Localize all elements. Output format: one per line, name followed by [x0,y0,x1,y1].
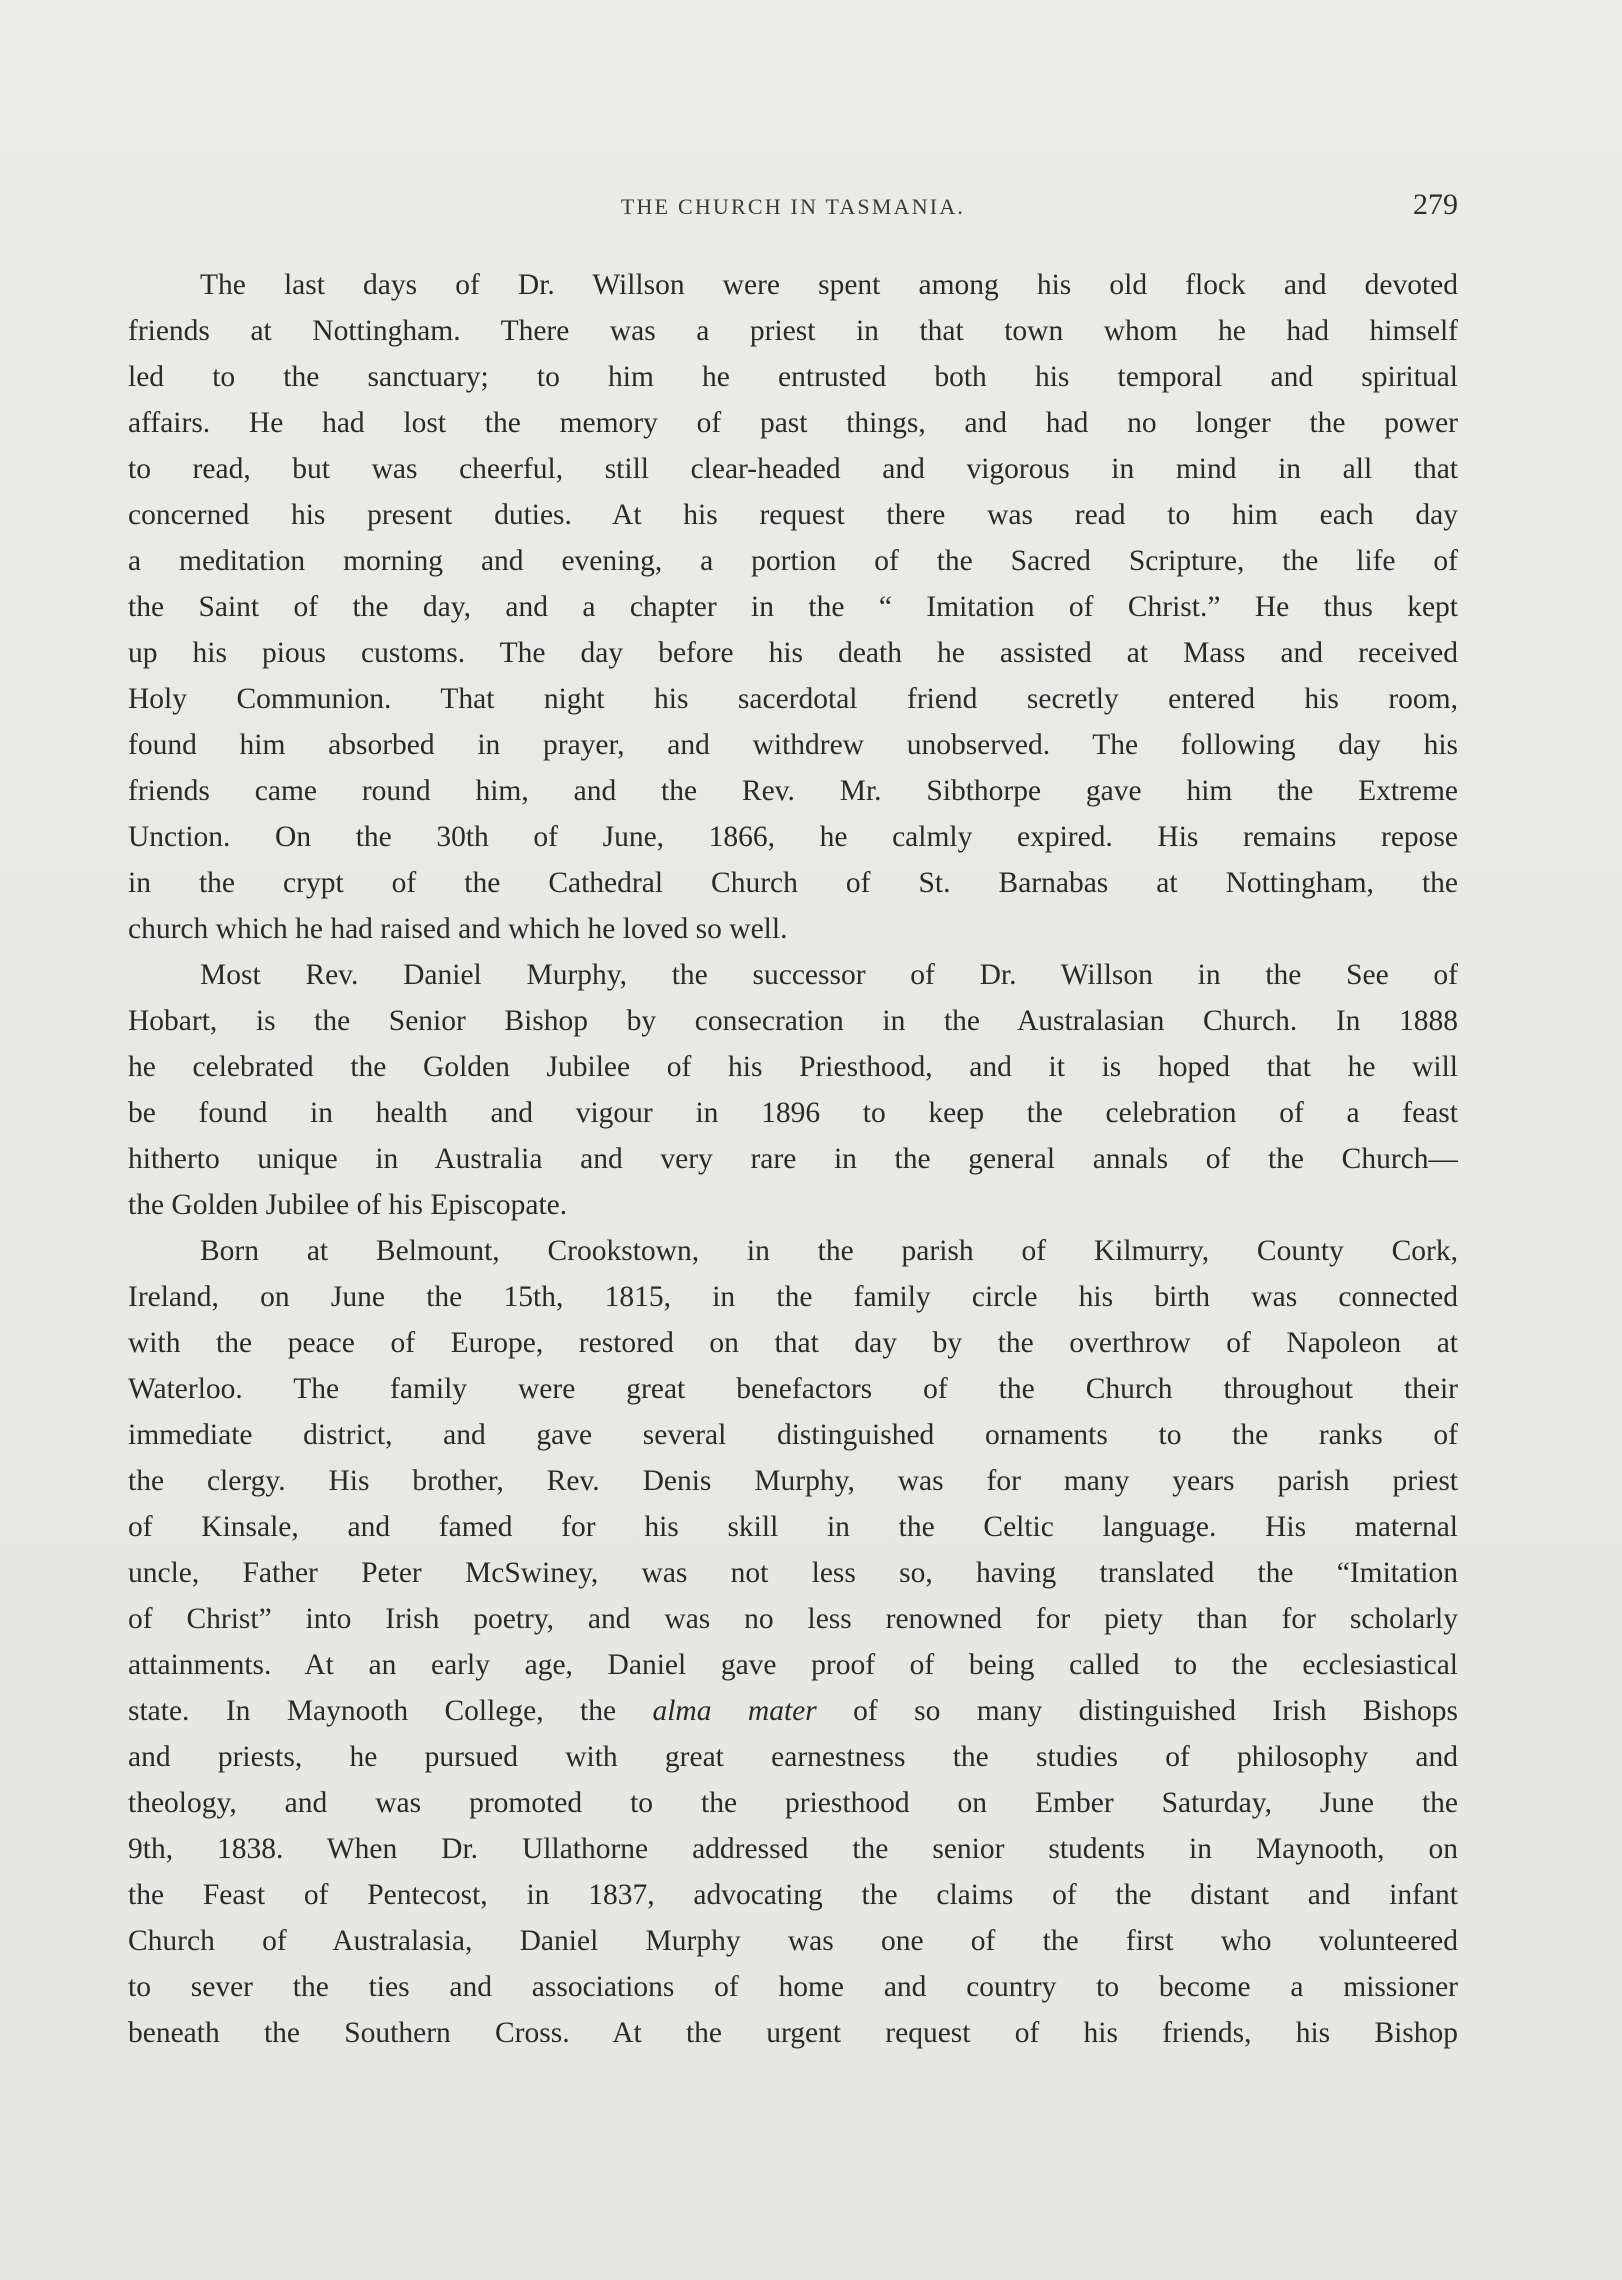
text-line: up his pious customs. The day before his death he assisted at Mass and received [128,637,1458,669]
text-line: to read, but was cheerful, still clear-headed and vigorous in mind in all that [128,453,1458,485]
text-line: of Kinsale, and famed for his skill in the Celtic language. His maternal [128,1511,1458,1543]
text-line: to sever the ties and associations of home and country to become a missioner [128,1971,1458,2003]
text-line: concerned his present duties. At his request there was read to him each day [128,499,1458,531]
text-line: found him absorbed in prayer, and withdrew unobserved. The following day his [128,729,1458,761]
text-line: 9th, 1838. When Dr. Ullathorne addressed the senior students in Maynooth, on [128,1833,1458,1865]
text-line: led to the sanctuary; to him he entrusted both his temporal and spiritual [128,361,1458,393]
text-line: Waterloo. The family were great benefactors of the Church throughout their [128,1373,1458,1405]
text-line: in the crypt of the Cathedral Church of St. Barnabas at Nottingham, the [128,867,1458,899]
text-line: Church of Australasia, Daniel Murphy was one of the first who volunteered [128,1925,1458,1957]
text-line: Hobart, is the Senior Bishop by consecration in the Australasian Church. In 1888 [128,1005,1458,1037]
text-line: hitherto unique in Australia and very rare in the general annals of the Church— [128,1143,1458,1175]
text-line: Unction. On the 30th of June, 1866, he calmly expired. His remains repose [128,821,1458,853]
text-line: beneath the Southern Cross. At the urgent request of his friends, his Bishop [128,2017,1458,2049]
text-line: immediate district, and gave several distinguished ornaments to the ranks of [128,1419,1458,1451]
text-line: theology, and was promoted to the priesthood on Ember Saturday, June the [128,1787,1458,1819]
text-line: the Golden Jubilee of his Episcopate. [128,1189,568,1221]
text-line: friends came round him, and the Rev. Mr. Sibthorpe gave him the Extreme [128,775,1458,807]
text-line: Most Rev. Daniel Murphy, the successor of Dr. Willson in the See of [200,959,1458,991]
text-line: the clergy. His brother, Rev. Denis Murphy, was for many years parish priest [128,1465,1458,1497]
text-line: Ireland, on June the 15th, 1815, in the family circle his birth was connected [128,1281,1458,1313]
text-segment: of so many distinguished Irish Bishops [853,1695,1458,1727]
text-line: church which he had raised and which he loved so well. [128,913,788,945]
page-number: 279 [1413,188,1458,221]
text-line: affairs. He had lost the memory of past things, and had no longer the power [128,407,1458,439]
text-line: uncle, Father Peter McSwiney, was not less so, having translated the “Imitation [128,1557,1458,1589]
italic-phrase: alma mater [652,1695,817,1727]
text-line: The last days of Dr. Willson were spent among his old flock and devoted [200,269,1458,301]
page-header [128,188,1458,228]
text-line: the Feast of Pentecost, in 1837, advocating the claims of the distant and infant [128,1879,1458,1911]
text-line: Born at Belmount, Crookstown, in the parish of Kilmurry, County Cork, [200,1235,1458,1267]
text-line: with the peace of Europe, restored on that day by the overthrow of Napoleon at [128,1327,1458,1359]
text-line: attainments. At an early age, Daniel gave proof of being called to the ecclesiastical [128,1649,1458,1681]
text-line: be found in health and vigour in 1896 to keep the celebration of a feast [128,1097,1458,1129]
text-line-with-italic [128,1688,1458,1734]
text-segment: state. In Maynooth College, the [128,1695,617,1727]
text-line: the Saint of the day, and a chapter in the “ Imitation of Christ.” He thus kept [128,591,1458,623]
running-title: THE CHURCH IN TASMANIA. [620,194,966,219]
text-line: he celebrated the Golden Jubilee of his Priesthood, and it is hoped that he will [128,1051,1458,1083]
text-line: Holy Communion. That night his sacerdotal friend secretly entered his room, [128,683,1458,715]
text-line: and priests, he pursued with great earnestness the studies of philosophy and [128,1741,1458,1773]
body-text [128,262,1458,2056]
text-line: a meditation morning and evening, a portion of the Sacred Scripture, the life of [128,545,1458,577]
text-line: friends at Nottingham. There was a priest in that town whom he had himself [128,315,1458,347]
text-line: of Christ” into Irish poetry, and was no less renowned for piety than for scholarly [128,1603,1458,1635]
